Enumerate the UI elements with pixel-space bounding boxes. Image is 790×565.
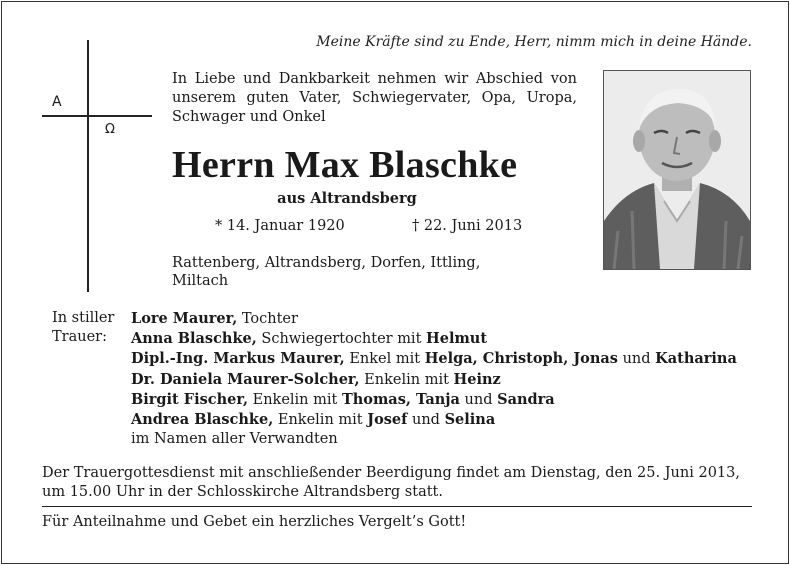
mourner-conjunction: und	[459, 391, 498, 408]
mourner-line	[131, 390, 761, 410]
mourner-partner: Thomas, Tanja	[341, 390, 460, 408]
omega-symbol: Ω	[105, 122, 115, 137]
mourner-relation: im Namen aller Verwandten	[131, 431, 338, 448]
mourner-partner: Helmut	[426, 330, 488, 348]
mourners-label	[52, 309, 114, 347]
mourner-name: Lore Maurer,	[131, 310, 238, 327]
mourner-line	[131, 430, 761, 449]
mourner-name: Dipl.-Ing. Markus Maurer,	[131, 350, 345, 368]
divider-line	[42, 506, 752, 507]
mourner-line	[131, 370, 761, 390]
thanks-text: Für Anteilnahme und Gebet ein herzliches Vergelt’s Gott!	[42, 514, 467, 530]
alpha-symbol: A	[52, 94, 62, 110]
mourner-partner: Heinz	[453, 370, 501, 388]
mourner-line	[131, 329, 761, 349]
mourner-name: Dr. Daniela Maurer-Solcher,	[131, 370, 360, 388]
mourner-relation: Enkelin mit	[273, 412, 368, 429]
mourner-conjunction: und	[617, 351, 656, 368]
mourner-partner: Josef	[367, 411, 408, 429]
deceased-name: Herrn Max Blaschke	[172, 144, 518, 186]
mourner-name: Anna Blaschke,	[131, 330, 257, 348]
mourner-partner: Sandra	[497, 390, 555, 408]
cross-vertical-bar	[87, 40, 89, 292]
mourners-label-line: Trauer:	[52, 329, 107, 345]
portrait-photo	[603, 70, 751, 270]
mourner-partner: Katharina	[655, 350, 737, 368]
cross-horizontal-bar	[42, 115, 152, 117]
intro-text: In Liebe und Dankbarkeit nehmen wir Abschied von unserem guten Vater, Schwiegervater, Opa, Uropa, Schwager und Onkel	[172, 71, 577, 125]
deceased-origin: aus Altrandsberg	[277, 190, 417, 207]
mourners-label-line: In stiller	[52, 310, 115, 326]
mourner-relation: Enkelin mit	[248, 391, 342, 408]
mourner-line	[131, 349, 761, 369]
mourners-list	[131, 309, 761, 449]
mourner-partner: Helga, Christoph, Jonas	[424, 350, 618, 368]
death-date: † 22. Juni 2013	[412, 218, 523, 234]
mourner-conjunction: und	[407, 412, 445, 429]
mourner-name: Andrea Blaschke,	[131, 411, 274, 429]
motto-verse: Meine Kräfte sind zu Ende, Herr, nimm mich in deine Hände.	[316, 34, 752, 50]
mourner-relation: Enkel mit	[344, 351, 425, 368]
service-announcement: Der Trauergottesdienst mit anschließender Beerdigung findet am Dienstag, den 25. Juni 2013, um 15.00 Uhr in der Schlosskirche Altrandsberg statt.	[42, 465, 740, 500]
mourner-partner: Selina	[444, 411, 496, 429]
mourner-name: Birgit Fischer,	[131, 390, 248, 408]
mourner-relation: Enkelin mit	[359, 371, 454, 388]
places-list: Rattenberg, Altrandsberg, Dorfen, Ittling, Miltach	[172, 255, 481, 289]
birth-date: * 14. Januar 1920	[215, 218, 345, 234]
mourner-relation: Tochter	[237, 311, 298, 327]
mourner-line	[131, 410, 761, 430]
mourner-relation: Schwiegertochter mit	[256, 331, 427, 348]
mourner-line	[131, 309, 761, 329]
